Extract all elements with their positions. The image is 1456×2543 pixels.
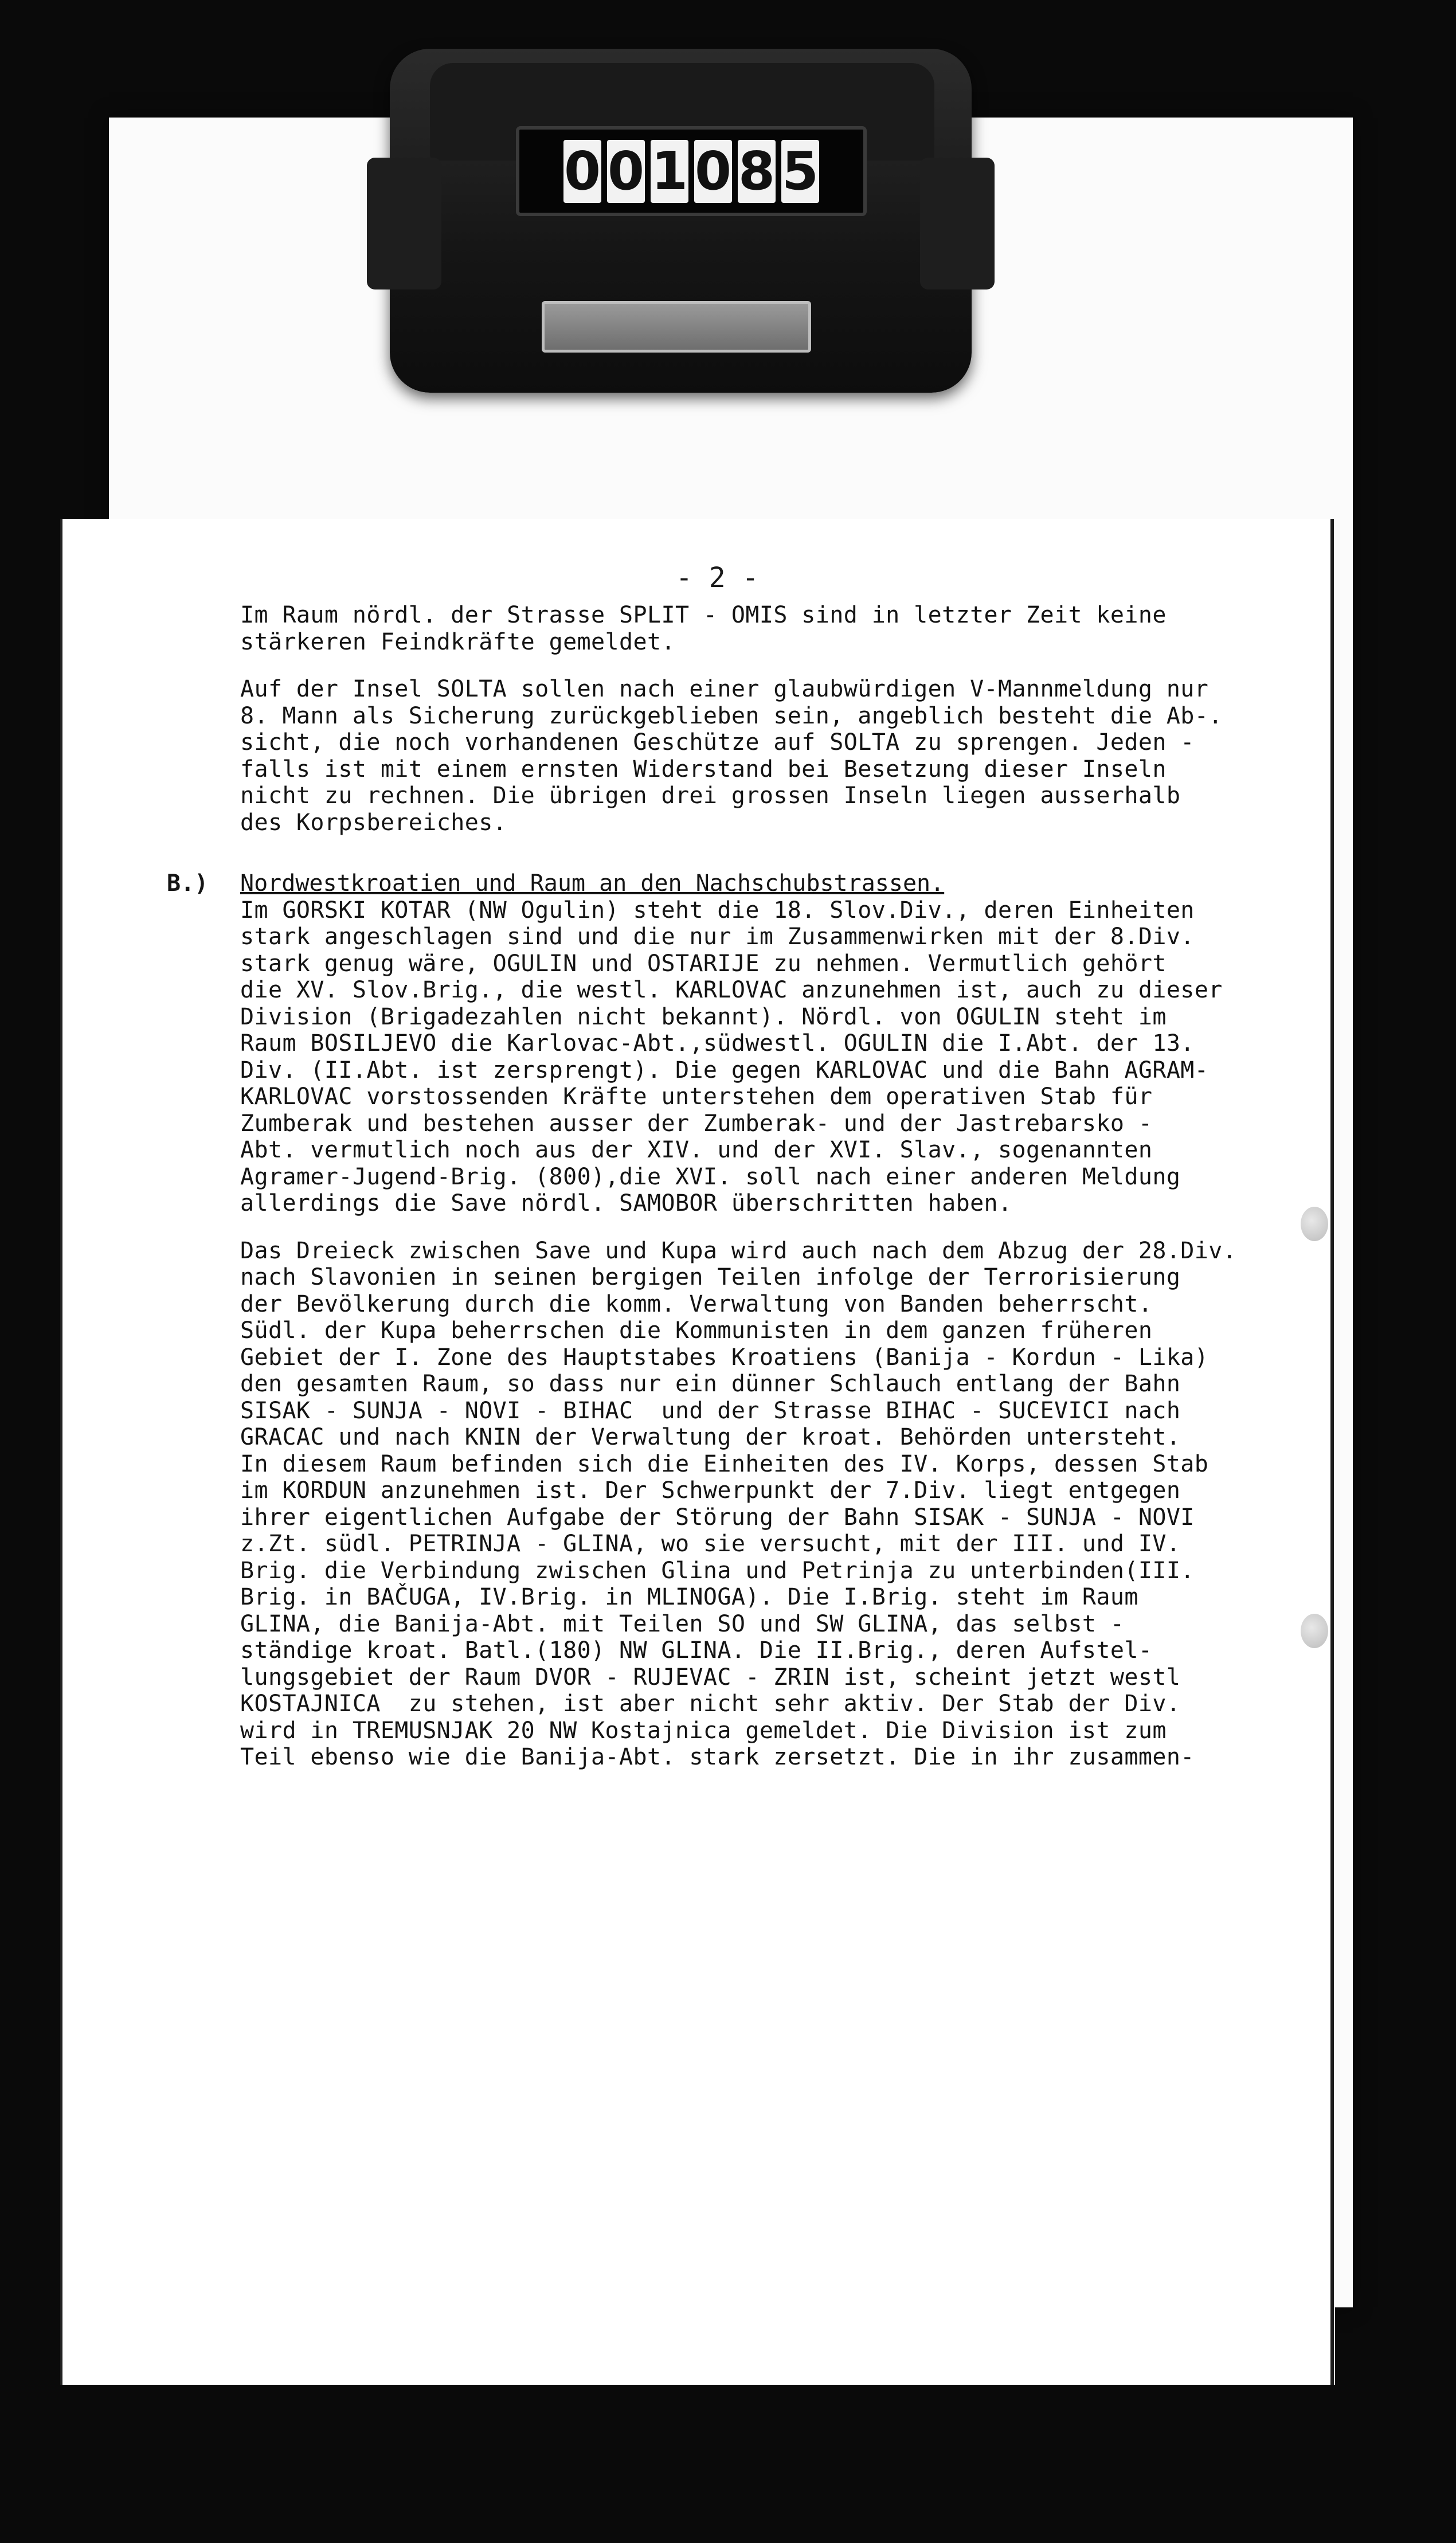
text-line: stärkeren Feindkräfte gemeldet. xyxy=(240,628,675,655)
text-line: Division (Brigadezahlen nicht bekannt). Nördl. von OGULIN steht im xyxy=(240,1003,1167,1030)
counter-digit: 1 xyxy=(651,140,688,202)
counter-display xyxy=(516,126,867,216)
text-line: Auf der Insel SOLTA sollen nach einer glaubwürdigen V-Mannmeldung nur xyxy=(240,676,1209,702)
text-line: falls ist mit einem ernsten Widerstand bei Besetzung dieser Inseln xyxy=(240,756,1167,783)
paragraph-2 xyxy=(240,676,1249,836)
text-line: Agramer-Jugend-Brig. (800),die XVI. soll nach einer anderen Meldung xyxy=(240,1163,1181,1190)
text-line: stark angeschlagen sind und die nur im Zusammenwirken mit der 8.Div. xyxy=(240,924,1195,950)
text-line: allerdings die Save nördl. SAMOBOR überschritten haben. xyxy=(240,1190,1012,1216)
document-body xyxy=(167,602,1249,1791)
text-line: Raum BOSILJEVO die Karlovac-Abt.,südwestl. OGULIN die I.Abt. der 13. xyxy=(240,1030,1195,1057)
section-b-paragraph xyxy=(240,897,1249,1217)
text-line: stark genug wäre, OGULIN und OSTARIJE zu nehmen. Vermutlich gehört xyxy=(240,950,1167,977)
text-line: Südl. der Kupa beherrschen die Kommunisten in dem ganzen früheren xyxy=(240,1317,1153,1344)
text-line: Abt. vermutlich noch aus der XIV. und der XVI. Slav., sogenannten xyxy=(240,1137,1153,1163)
text-line: der Bevölkerung durch die komm. Verwaltung von Banden beherrscht. xyxy=(240,1290,1153,1317)
punch-hole xyxy=(1301,1614,1328,1648)
text-line: Zumberak und bestehen ausser der Zumberak- und der Jastrebarsko - xyxy=(240,1110,1153,1137)
text-line: Gebiet der I. Zone des Hauptstabes Kroatiens (Banija - Kordun - Lika) xyxy=(240,1344,1209,1371)
punch-hole xyxy=(1301,1207,1328,1241)
text-line: Im GORSKI KOTAR (NW Ogulin) steht die 18. Slov.Div., deren Einheiten xyxy=(240,897,1195,924)
text-line: ständige kroat. Batl.(180) NW GLINA. Die II.Brig., deren Aufstel- xyxy=(240,1637,1153,1664)
paragraph-last xyxy=(240,1238,1249,1771)
text-line: In diesem Raum befinden sich die Einheiten des IV. Korps, dessen Stab xyxy=(240,1450,1209,1477)
counter-side-left xyxy=(367,158,441,289)
counter-side-right xyxy=(920,158,995,289)
text-line: 8. Mann als Sicherung zurückgeblieben sein, angeblich besteht die Ab-. xyxy=(240,702,1223,729)
text-line: Das Dreieck zwischen Save und Kupa wird auch nach dem Abzug der 28.Div. xyxy=(240,1237,1237,1264)
text-line: KOSTAJNICA zu stehen, ist aber nicht sehr aktiv. Der Stab der Div. xyxy=(240,1691,1181,1717)
text-line: lungsgebiet der Raum DVOR - RUJEVAC - ZRIN ist, scheint jetzt westl xyxy=(240,1664,1181,1691)
text-line: ihrer eigentlichen Aufgabe der Störung der Bahn SISAK - SUNJA - NOVI xyxy=(240,1504,1195,1531)
counter-plate xyxy=(542,301,811,353)
page-edge-line xyxy=(1330,519,1334,2385)
text-line: SISAK - SUNJA - NOVI - BIHAC und der Strasse BIHAC - SUCEVICI nach xyxy=(240,1397,1181,1424)
text-line: KARLOVAC vorstossenden Kräfte unterstehen dem operativen Stab für xyxy=(240,1083,1153,1110)
text-line: im KORDUN anzunehmen ist. Der Schwerpunkt der 7.Div. liegt entgegen xyxy=(240,1477,1181,1504)
document-page xyxy=(60,519,1335,2385)
text-line: Div. (II.Abt. ist zersprengt). Die gegen KARLOVAC und die Bahn AGRAM- xyxy=(240,1057,1209,1083)
counter-digit: 5 xyxy=(781,140,819,202)
page-number: - 2 - xyxy=(676,562,759,594)
text-line: GLINA, die Banija-Abt. mit Teilen SO und SW GLINA, das selbst - xyxy=(240,1610,1125,1637)
text-line: sicht, die noch vorhandenen Geschütze auf SOLTA zu sprengen. Jeden - xyxy=(240,729,1195,756)
text-line: Brig. die Verbindung zwischen Glina und Petrinja zu unterbinden(III. xyxy=(240,1557,1195,1584)
text-line: des Korpsbereiches. xyxy=(240,809,507,836)
counter-digit: 0 xyxy=(607,140,644,202)
counter-digit: 0 xyxy=(694,140,731,202)
text-line: wird in TREMUSNJAK 20 NW Kostajnica gemeldet. Die Division ist zum xyxy=(240,1717,1167,1744)
section-heading: Nordwestkroatien und Raum an den Nachschubstrassen. xyxy=(240,870,945,897)
counter-digit: 8 xyxy=(738,140,775,202)
text-line: Teil ebenso wie die Banija-Abt. stark zersetzt. Die in ihr zusammen- xyxy=(240,1744,1195,1770)
frame-counter-device xyxy=(390,49,972,393)
text-line: nach Slavonien in seinen bergigen Teilen infolge der Terrorisierung xyxy=(240,1264,1181,1290)
paragraph-1 xyxy=(240,602,1249,655)
text-line: Im Raum nördl. der Strasse SPLIT - OMIS sind in letzter Zeit keine xyxy=(240,602,1167,628)
section-label: B.) xyxy=(167,870,209,897)
text-line: die XV. Slov.Brig., die westl. KARLOVAC anzunehmen ist, auch zu dieser xyxy=(240,977,1223,1003)
text-line: z.Zt. südl. PETRINJA - GLINA, wo sie versucht, mit der III. und IV. xyxy=(240,1531,1181,1557)
text-line: Brig. in BAČUGA, IV.Brig. in MLINOGA). Die I.Brig. steht im Raum xyxy=(240,1584,1138,1610)
text-line: GRACAC und nach KNIN der Verwaltung der kroat. Behörden untersteht. xyxy=(240,1424,1181,1450)
text-line: nicht zu rechnen. Die übrigen drei grossen Inseln liegen ausserhalb xyxy=(240,783,1181,809)
counter-digit: 0 xyxy=(563,140,601,202)
text-line: den gesamten Raum, so dass nur ein dünner Schlauch entlang der Bahn xyxy=(240,1371,1181,1397)
section-b xyxy=(167,870,1249,1217)
